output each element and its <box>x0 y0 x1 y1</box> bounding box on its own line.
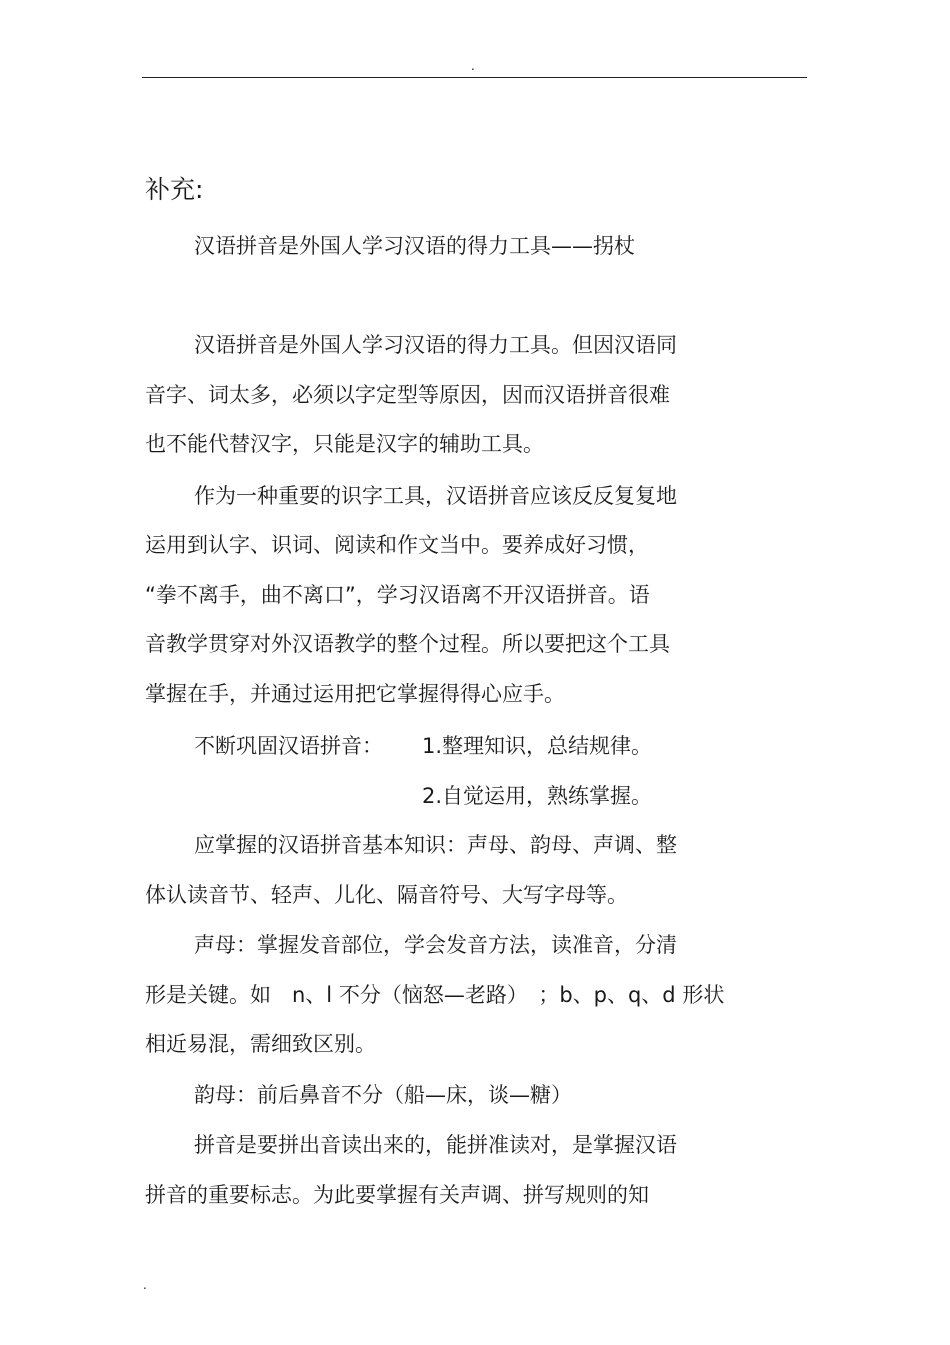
paragraph-line: 形是关键。如 n、l 不分（恼怒—老路） ；b、p、q、d 形状 <box>145 983 725 1007</box>
paragraph-line: 运用到认字、识词、阅读和作文当中。要养成好习惯， <box>145 533 649 557</box>
paragraph-line: 体认读音节、轻声、儿化、隔音符号、大写字母等。 <box>145 883 628 907</box>
paragraph-line: 音字、词太多，必须以字定型等原因，因而汉语拼音很难 <box>145 383 670 407</box>
paragraph-line: “拳不离手，曲不离口”，学习汉语离不开汉语拼音。语 <box>145 583 650 607</box>
paragraph-line: 拼音的重要标志。为此要掌握有关声调、拼写规则的知 <box>145 1183 649 1207</box>
paragraph-line: 也不能代替汉字，只能是汉字的辅助工具。 <box>145 432 544 456</box>
paragraph-line: 音教学贯穿对外汉语教学的整个过程。所以要把这个工具 <box>145 632 670 656</box>
list-item: 2.自觉运用，熟练掌握。 <box>422 784 653 808</box>
header-mark: . <box>471 59 475 73</box>
paragraph-line: 拼音是要拼出音读出来的，能拼准读对，是掌握汉语 <box>194 1133 677 1157</box>
header-rule <box>142 77 807 78</box>
paragraph-line: 韵母：前后鼻音不分（船—床，谈—糖） <box>194 1083 572 1107</box>
paragraph-line: 声母：掌握发音部位，学会发音方法，读准音，分清 <box>194 933 677 957</box>
footer-mark: . <box>143 1278 147 1292</box>
paragraph-line: 掌握在手，并通过运用把它掌握得得心应手。 <box>145 682 565 706</box>
section-heading: 补充: <box>145 175 204 204</box>
paragraph-line: 应掌握的汉语拼音基本知识：声母、韵母、声调、整 <box>194 833 677 857</box>
subtitle-line: 汉语拼音是外国人学习汉语的得力工具——拐杖 <box>194 234 635 258</box>
paragraph-line: 汉语拼音是外国人学习汉语的得力工具。但因汉语同 <box>194 333 677 357</box>
paragraph-line: 相近易混，需细致区别。 <box>145 1032 376 1056</box>
paragraph-line: 作为一种重要的识字工具，汉语拼音应该反反复复地 <box>194 484 677 508</box>
list-item: 1.整理知识，总结规律。 <box>422 734 653 758</box>
list-label: 不断巩固汉语拼音： <box>194 734 383 758</box>
